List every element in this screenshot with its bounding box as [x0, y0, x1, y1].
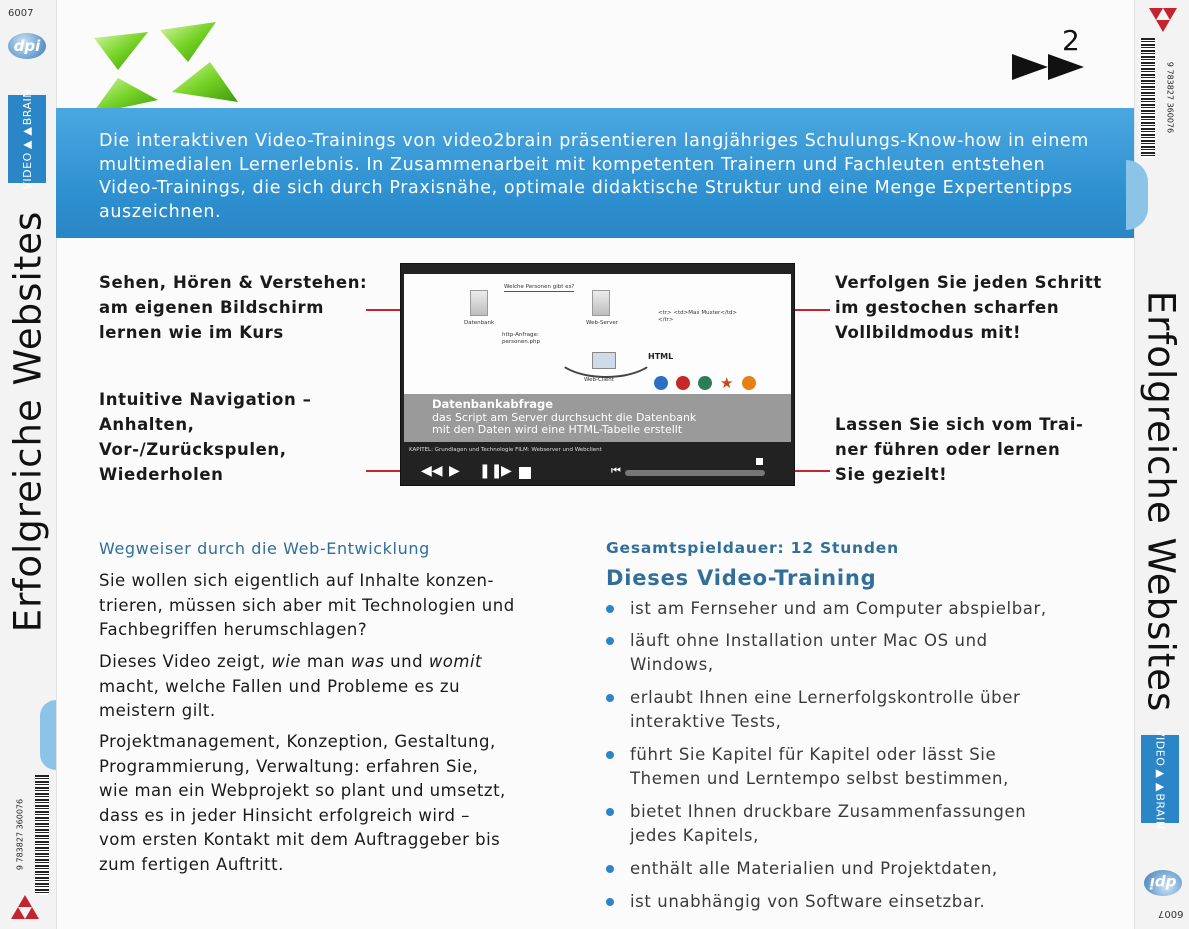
text-line: wie man ein Webprojekt so plant und umsetzt, [99, 781, 506, 800]
section-heading: Wegweiser durch die Web-Entwicklung [99, 539, 430, 558]
feature-line: Anhalten, [99, 415, 195, 434]
spine-title-right: Erfolgreiche Websites [1139, 290, 1183, 713]
intro-text: Die interaktiven Video-Trainings von video2brain präsentieren langjähriges Schulungs-Know-how in einem multimedialen Lernerlebnis. In Zusammenarbeit mit kompetenten Trainern und Fachleuten entstehen Video-Trainings, die sich durch Praxisnähe, optimale didaktische Struktur und eine Menge Expertentipps auszeichnen. [99, 131, 1089, 222]
feature-see-hear [99, 270, 367, 345]
text-line [99, 650, 569, 675]
what-paragraph [99, 650, 569, 724]
list-item [606, 800, 1126, 848]
player-video-area [404, 274, 791, 394]
database-icon [470, 290, 488, 316]
intro-paragraph [99, 569, 569, 643]
skip-start-icon[interactable]: ⏮ [611, 464, 621, 477]
text-run-italic: was [350, 652, 385, 671]
feature-line: Wiederholen [99, 465, 224, 484]
list-item [606, 890, 1126, 914]
progress-bar[interactable] [625, 470, 765, 476]
server-label: Web-Server [586, 320, 619, 326]
text-line: vom ersten Kontakt mit dem Auftraggeber bis [99, 830, 501, 849]
client-monitor-icon [592, 352, 616, 369]
barcode [35, 775, 49, 895]
text-line: dass es in jeder Hinsicht erfolgreich wird – [99, 805, 470, 825]
topics-paragraph [99, 730, 569, 877]
list-item [606, 857, 1126, 881]
bullet [606, 605, 614, 613]
database-label: Datenbank [464, 320, 495, 326]
feature-line: im gestochen scharfen [835, 298, 1060, 317]
text-line: bietet Ihnen druckbare Zusammenfassungen [630, 802, 1027, 821]
video2brain-tab [8, 88, 46, 190]
text-line: führt Sie Kapitel für Kapitel oder lässt Sie [630, 745, 997, 764]
spine-title-box-right [1141, 270, 1181, 730]
spine-title: Erfolgreiche Websites [6, 210, 50, 633]
text-run: man [301, 652, 351, 671]
diagram-question: Welche Personen gibt es? [504, 284, 575, 290]
text-line: ist am Fernseher und am Computer abspielbar, [630, 599, 1047, 618]
video2brain-label-right: VIDEO▶▶BRAIN [1153, 728, 1167, 830]
text-line: Fachbegriffen herumschlagen? [99, 620, 368, 639]
feature-line: Lassen Sie sich vom Trai- [835, 415, 1084, 434]
caption-line: das Script am Server durchsucht die Datenbank [432, 411, 697, 424]
bullet [606, 865, 614, 873]
text-line: Programmierung, Verwaltung: erfahren Sie, [99, 756, 479, 776]
text-line: interaktive Tests, [630, 712, 782, 731]
text-run: und [384, 652, 429, 671]
dpi-logo: dpi [8, 33, 46, 59]
isbn-text: 9 783827 360076 [15, 798, 25, 871]
bullet [606, 694, 614, 702]
caption-title: Datenbankabfrage [432, 397, 554, 411]
text-line: macht, welche Fallen und Probleme es zu [99, 676, 461, 696]
red-triangle-logo-right [1148, 6, 1178, 34]
text-line: trieren, müssen sich aber mit Technologien und [99, 595, 515, 615]
video2brain-green-logo [88, 18, 248, 122]
text-line: läuft ohne Installation unter Mac OS und [630, 631, 988, 650]
list-item [606, 629, 1126, 677]
fullscreen-icon[interactable] [756, 458, 763, 465]
browser-icon-opera [676, 376, 690, 390]
banner-disc-edge [1126, 160, 1148, 230]
text-line: jedes Kapitels, [630, 826, 759, 845]
feature-line: Vor-/Zurückspulen, [99, 440, 287, 459]
isbn-box-right [1160, 38, 1180, 158]
feature-navigation [99, 387, 312, 487]
barcode-right [1141, 38, 1155, 158]
caption-line: mit den Daten wird eine HTML-Tabelle erstellt [432, 423, 683, 436]
text-line: enthält alle Materialien und Projektdaten, [630, 859, 998, 878]
pause-icon[interactable]: ❚❚ [479, 463, 503, 479]
product-code-right: 6007 [1158, 908, 1184, 919]
red-triangle-logo [10, 893, 40, 921]
bullet [606, 751, 614, 759]
text-line: Sie wollen sich eigentlich auf Inhalte konzen- [99, 571, 494, 590]
list-item [606, 686, 1126, 734]
browser-icon-firefox [742, 376, 756, 390]
bullet [606, 898, 614, 906]
feature-line: Verfolgen Sie jeden Schritt [835, 273, 1102, 292]
feature-line: ner führen oder lernen [835, 440, 1061, 459]
feature-fullscreen [835, 270, 1102, 345]
text-run-italic: womit [428, 652, 483, 671]
disc-edge [40, 700, 56, 770]
video2brain-label: VIDEO▶▶BRAIN [20, 88, 34, 190]
list-item [606, 743, 1126, 791]
spine-title-box [8, 200, 48, 640]
list-item [606, 597, 1126, 621]
text-line: erlaubt Ihnen eine Lernerfolgskontrolle über [630, 688, 1021, 707]
text-run-italic: wie [271, 652, 302, 671]
text-line: ist unabhängig von Software einsetzbar. [630, 892, 986, 911]
stop-icon[interactable] [519, 467, 531, 479]
rewind-icon[interactable]: ◀◀ [421, 463, 443, 479]
feature-line: am eigenen Bildschirm [99, 298, 324, 317]
text-line: Windows, [630, 655, 714, 674]
isbn-text-right: 9 783827 360076 [1165, 61, 1175, 134]
player-screenshot [400, 263, 795, 486]
chapter-info: KAPITEL: Grundlagen und Technologie FILM: Webserver und Webclient [409, 447, 602, 453]
forward-icon[interactable]: ▶ [501, 463, 512, 479]
text-run: Dieses Video zeigt, [99, 652, 272, 671]
play-icon[interactable]: ▶ [449, 463, 460, 479]
feature-line: lernen wie im Kurs [99, 323, 284, 342]
video-caption [404, 394, 791, 442]
feature-line: Vollbildmodus mit! [835, 323, 1022, 342]
text-line: meistern gilt. [99, 701, 216, 720]
feature-line: Sie gezielt! [835, 465, 948, 484]
product-code: 6007 [8, 8, 34, 19]
browser-icon-ie [654, 376, 668, 390]
feature-trainer [835, 412, 1083, 487]
browser-icon-safari [698, 376, 712, 390]
client-label: Web-Client [584, 377, 614, 383]
isbn-box [10, 775, 30, 895]
request-label: http-Anfrage: personen.php [502, 332, 540, 345]
training-heading: Dieses Video-Training [606, 566, 877, 590]
html-label: HTML [648, 352, 674, 361]
feature-line: Intuitive Navigation – [99, 390, 312, 409]
browser-icon-star: ★ [720, 374, 734, 392]
video2brain-tab-right [1141, 728, 1179, 830]
dpi-logo-right: dpi [1144, 870, 1182, 896]
feature-line: Sehen, Hören & Verstehen: [99, 273, 368, 292]
text-line: Themen und Lerntempo selbst bestimmen, [630, 769, 1009, 788]
duration: Gesamtspieldauer: 12 Stunden [606, 539, 899, 557]
bullet [606, 637, 614, 645]
html-code: <tr> <td>Max Muster</td> </tr> [658, 310, 737, 323]
text-line: zum fertigen Auftritt. [99, 854, 284, 874]
bullet [606, 808, 614, 816]
server-icon [592, 290, 610, 316]
series-number: 2 [1062, 24, 1080, 57]
text-line: Projektmanagement, Konzeption, Gestaltung, [99, 732, 496, 751]
